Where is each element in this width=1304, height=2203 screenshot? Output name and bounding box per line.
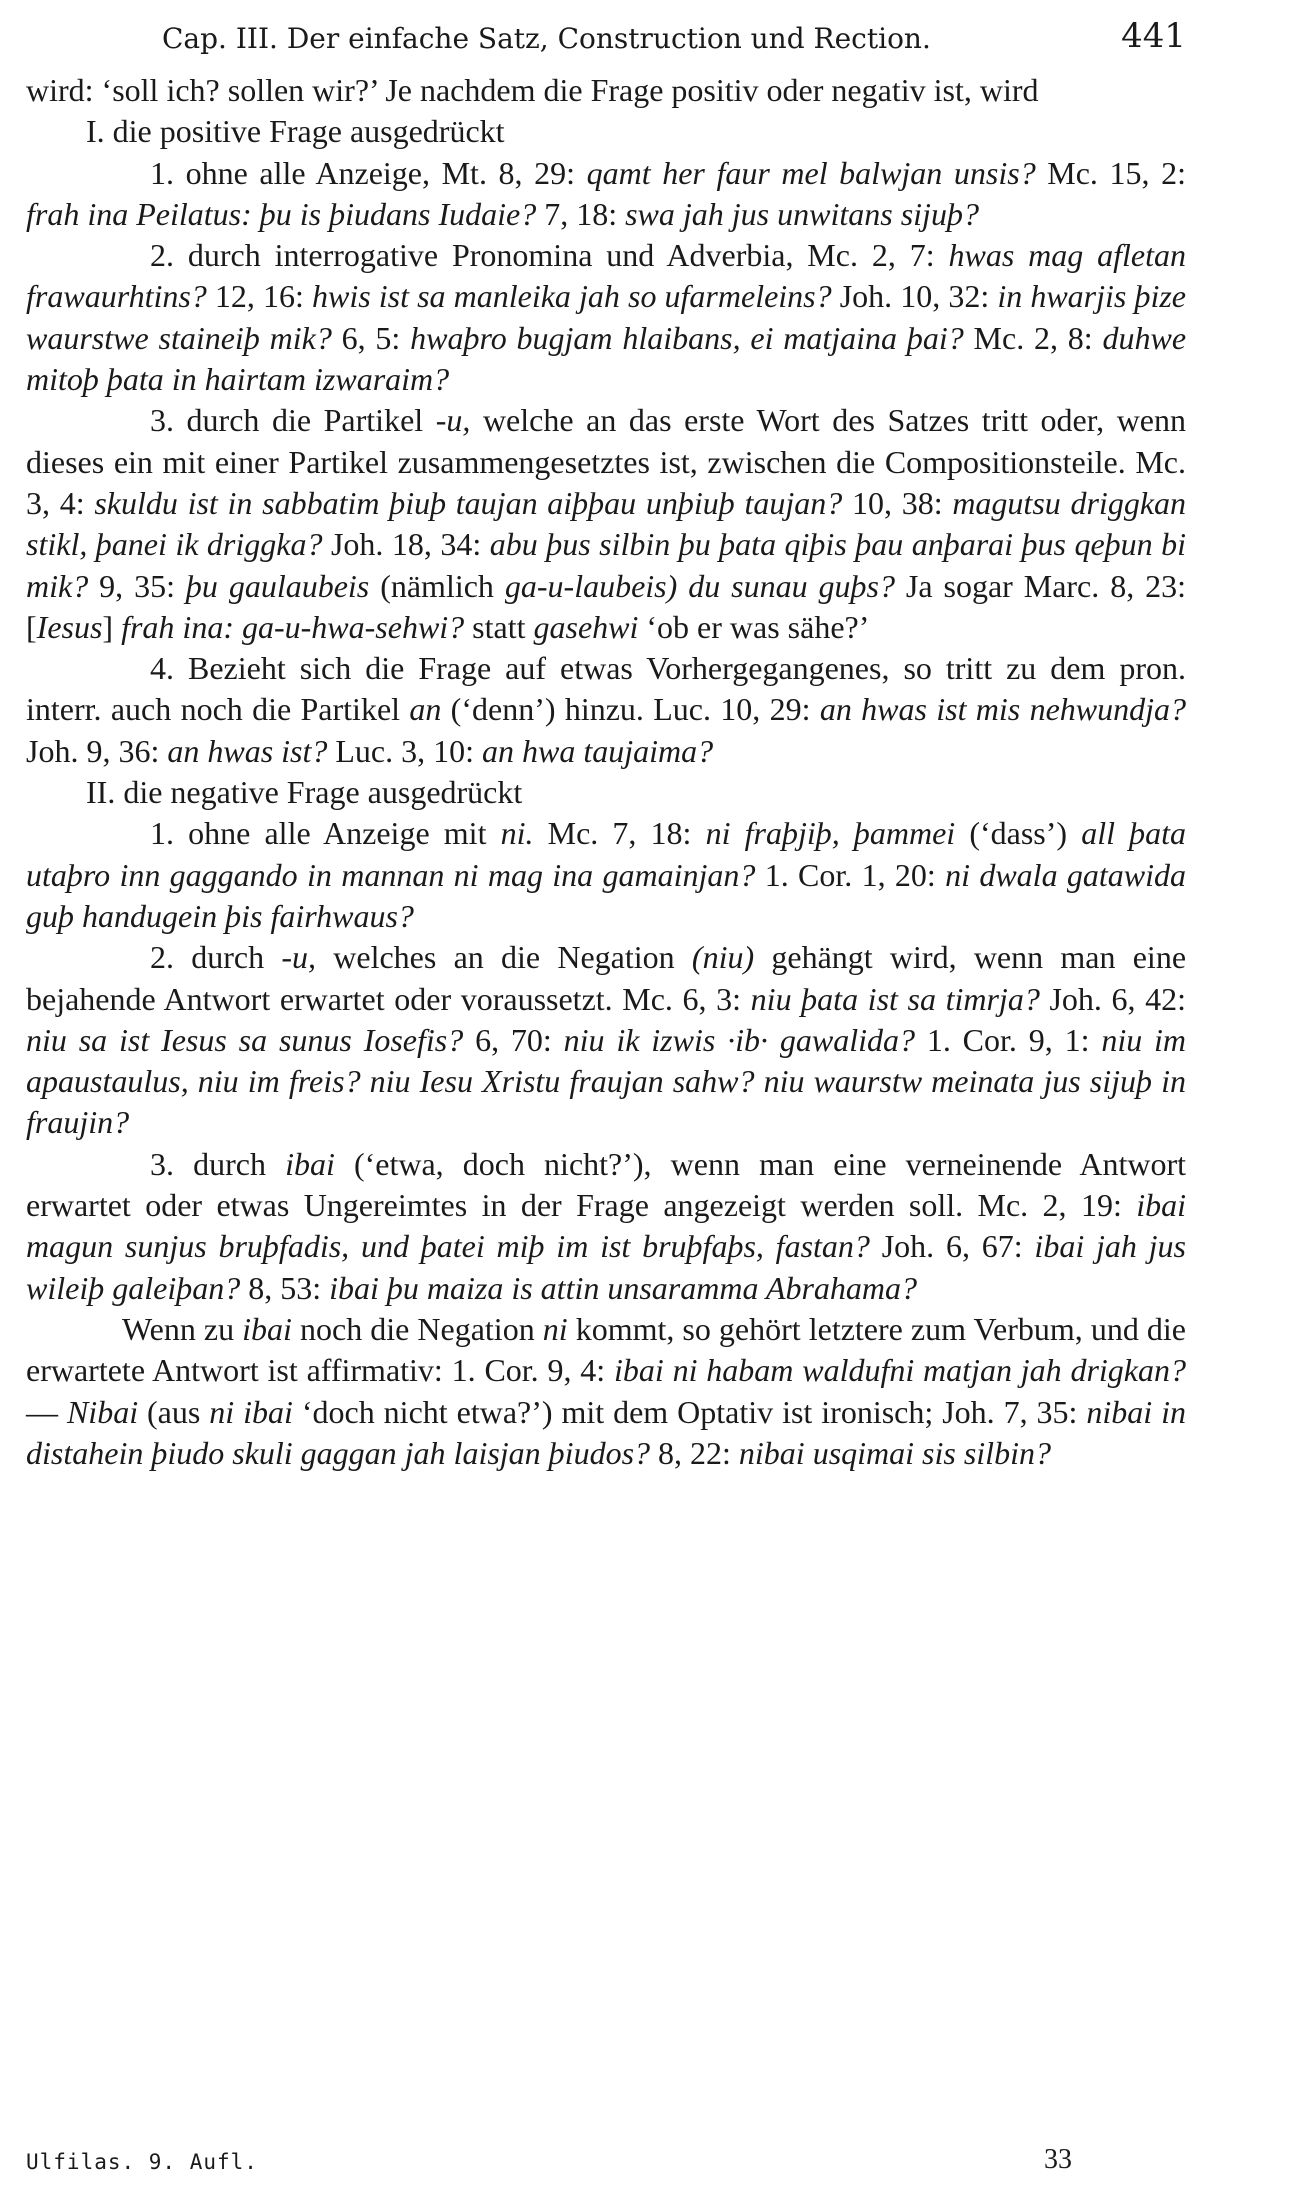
gothic-quote: ni fraþjiþ, þammei bbox=[705, 815, 956, 852]
gothic-quote: gasehwi bbox=[533, 608, 639, 645]
text-run: wird: ‘soll ich? sollen wir?’ Je nachdem die Frage positiv oder negativ ist, wird bbox=[26, 72, 1039, 108]
gothic-quote: ibai jah jus wileiþ galeiþan? bbox=[26, 1228, 1187, 1306]
gothic-quote: hwas mag afletan frawaurhtins? bbox=[26, 237, 1187, 315]
text-run: ] bbox=[102, 608, 122, 645]
text-run: Luc. 3, 10: bbox=[327, 732, 483, 769]
gothic-quote: (niu) bbox=[691, 939, 755, 976]
text-run: 2. durch bbox=[150, 939, 282, 976]
text-run: 1. Cor. 1, 20: bbox=[755, 856, 946, 893]
text-run: 7, 18: bbox=[536, 195, 626, 232]
gothic-quote: ni bbox=[542, 1310, 568, 1347]
text-run: 6, 70: bbox=[463, 1021, 564, 1058]
gothic-quote: all þata utaþro inn gaggando in mannan ni mag ina gamainjan? bbox=[26, 815, 1187, 893]
text-run: — bbox=[26, 1393, 67, 1430]
paragraph bbox=[26, 772, 1186, 813]
paragraph bbox=[26, 70, 1186, 111]
text-run: 9, 35: bbox=[88, 567, 186, 604]
text-run: Joh. 9, 36: bbox=[26, 732, 168, 769]
gothic-quote: niu þata ist sa timrja? bbox=[750, 980, 1040, 1017]
body-text bbox=[26, 70, 1186, 1474]
gothic-quote: ibai magun sunjus bruþfadis, und þatei miþ im ist bruþfaþs, fastan? bbox=[26, 1187, 1186, 1265]
text-run: 1. ohne alle Anzeige mit bbox=[150, 815, 501, 852]
text-run: 6, 5: bbox=[331, 319, 411, 356]
gothic-quote: in hwarjis þize waurstwe staineiþ mik? bbox=[26, 278, 1187, 356]
page-footer bbox=[26, 2140, 1186, 2180]
paragraph bbox=[26, 111, 1186, 152]
paragraph bbox=[26, 235, 1186, 400]
text-run: noch die Negation bbox=[291, 1310, 543, 1347]
text-run: (‘denn’) hinzu. Luc. 10, 29: bbox=[441, 691, 820, 728]
gothic-quote: frah ina: ga-u-hwa-sehwi? bbox=[121, 608, 465, 645]
paragraph bbox=[26, 813, 1186, 937]
text-run: 8, 53: bbox=[240, 1269, 330, 1306]
gothic-quote: nibai usqimai sis silbin? bbox=[738, 1434, 1051, 1471]
gothic-quote: duhwe mitoþ þata in hairtam izwaraim? bbox=[26, 319, 1187, 398]
paragraph bbox=[26, 400, 1186, 648]
gothic-quote: ni dwala gatawida guþ handugein þis fairhwaus? bbox=[26, 856, 1187, 934]
text-run: (‘etwa, doch nicht?’), wenn man eine verneinende Antwort erwartet oder etwas Ungereimtes in der Frage angezeigt werden soll. Mc. 2, 19: bbox=[26, 1145, 1187, 1224]
paragraph bbox=[26, 1309, 1186, 1474]
text-run: ‘ob er was sähe?’ bbox=[638, 608, 870, 645]
page-number: 441 bbox=[1121, 16, 1186, 56]
text-run: gehängt wird, wenn man eine bejahende Antwort erwartet oder voraussetzt. Mc. 6, 3: bbox=[26, 939, 1187, 1017]
gothic-quote: ibai bbox=[242, 1310, 292, 1347]
text-run: 4. Bezieht sich die Frage auf etwas Vorhergegangenes, so tritt zu dem pron. interr. auch noch die Partikel bbox=[26, 650, 1186, 728]
text-run: statt bbox=[464, 608, 534, 645]
gothic-quote: an bbox=[409, 691, 442, 728]
sheet-number: 33 bbox=[1044, 2144, 1072, 2175]
gothic-quote: abu þus silbin þu þata qiþis þau anþarai þus qeþun bi mik? bbox=[26, 526, 1187, 604]
gothic-quote: ni ibai bbox=[209, 1393, 293, 1430]
gothic-quote: Iesus bbox=[36, 608, 103, 645]
text-run: 10, 38: bbox=[842, 484, 953, 521]
gothic-quote: an hwas ist mis nehwundja? bbox=[819, 691, 1187, 728]
text-run: 1. Cor. 9, 1: bbox=[915, 1021, 1102, 1058]
gothic-quote: nibai in distahein þiudo skuli gaggan jah laisjan þiudos? bbox=[26, 1393, 1187, 1471]
gothic-quote: frah ina Peilatus: þu is þiudans Iudaie? bbox=[26, 195, 537, 232]
text-run: welches an die Negation bbox=[316, 939, 692, 976]
text-run: (nämlich bbox=[369, 567, 505, 604]
gothic-quote: magutsu driggkan stikl, þanei ik driggka? bbox=[26, 484, 1187, 563]
text-run: Ja sogar Marc. 8, 23: [ bbox=[26, 567, 1187, 645]
gothic-quote: -u, bbox=[281, 939, 317, 976]
text-run: welche an das erste Wort des Satzes tritt oder, wenn dieses ein mit einer Partikel zusammengesetztes ist, zwischen die Compositionsteile. Mc. 3, 4: bbox=[26, 402, 1187, 521]
gothic-quote: þu gaulaubeis bbox=[185, 567, 370, 604]
text-run: Joh. 6, 42: bbox=[1039, 980, 1187, 1017]
text-run: 3. durch die Partikel bbox=[150, 402, 436, 439]
text-run: ‘doch nicht etwa?’) mit dem Optativ ist ironisch; Joh. 7, 35: bbox=[292, 1393, 1087, 1430]
book-page bbox=[26, 16, 1186, 2186]
signature-mark: Ulfilas. 9. Aufl. bbox=[26, 2150, 258, 2174]
text-run: 2. durch interrogative Pronomina und Adverbia, Mc. 2, 7: bbox=[150, 237, 949, 274]
paragraph bbox=[26, 937, 1186, 1143]
gothic-quote: niu ik izwis ·ib· gawalida? bbox=[563, 1021, 916, 1058]
gothic-quote: hwaþro bugjam hlaibans, ei matjaina þai? bbox=[410, 319, 964, 356]
text-run: (aus bbox=[138, 1393, 210, 1430]
text-run: 1. ohne alle Anzeige, Mt. 8, 29: bbox=[150, 154, 587, 191]
text-run: Wenn zu bbox=[122, 1310, 243, 1347]
text-run: 8, 22: bbox=[650, 1434, 739, 1471]
gothic-quote: niu im apaustaulus, niu im freis? niu Iesu Xristu fraujan sahw? niu waurstw meinata jus sijuþ in fraujin? bbox=[26, 1021, 1187, 1141]
gothic-quote: hwis ist sa manleika jah so ufarmeleins? bbox=[311, 278, 832, 315]
gothic-quote: ibai bbox=[285, 1145, 335, 1182]
paragraph bbox=[26, 1144, 1186, 1309]
text-run: (‘dass’) bbox=[955, 815, 1082, 852]
gothic-quote: an hwa taujaima? bbox=[482, 732, 714, 769]
running-header bbox=[26, 16, 1186, 66]
text-run: II. die negative Frage ausgedrückt bbox=[86, 774, 523, 811]
running-title: Cap. III. Der einfache Satz, Construction und Rection. bbox=[162, 22, 931, 55]
gothic-quote: skuldu ist in sabbatim þiuþ taujan aiþþau unþiuþ taujan? bbox=[94, 484, 843, 521]
text-run: Joh. 6, 67: bbox=[869, 1228, 1035, 1265]
gothic-quote: ni. bbox=[500, 815, 534, 852]
text-run: Mc. 15, 2: bbox=[1035, 154, 1187, 191]
gothic-quote: swa jah jus unwitans sijuþ? bbox=[625, 195, 979, 232]
text-run: Joh. 18, 34: bbox=[322, 526, 490, 563]
paragraph bbox=[26, 153, 1186, 236]
text-run: 12, 16: bbox=[206, 278, 312, 315]
gothic-quote: qamt her faur mel balwjan unsis? bbox=[586, 154, 1036, 191]
gothic-quote: -u, bbox=[435, 402, 471, 439]
text-run: 3. durch bbox=[150, 1145, 286, 1182]
gothic-quote: ibai þu maiza is attin unsaramma Abrahama? bbox=[329, 1269, 917, 1306]
gothic-quote: an hwas ist? bbox=[167, 732, 328, 769]
gothic-quote: ibai ni habam waldufni matjan jah drigkan? bbox=[614, 1352, 1187, 1389]
gothic-quote: niu sa ist Iesus sa sunus Iosefis? bbox=[26, 1021, 464, 1058]
gothic-quote: ga-u-laubeis) du sunau guþs? bbox=[504, 567, 895, 604]
text-run: Joh. 10, 32: bbox=[831, 278, 998, 315]
paragraph bbox=[26, 648, 1186, 772]
text-run: Mc. 2, 8: bbox=[963, 319, 1103, 356]
text-run: kommt, so gehört letztere zum Verbum, und die erwartete Antwort ist affirmativ: 1. Cor. 9, 4: bbox=[26, 1310, 1187, 1389]
text-run: I. die positive Frage ausgedrückt bbox=[86, 113, 505, 150]
gothic-quote: Nibai bbox=[66, 1393, 139, 1430]
text-run: Mc. 7, 18: bbox=[533, 815, 706, 852]
